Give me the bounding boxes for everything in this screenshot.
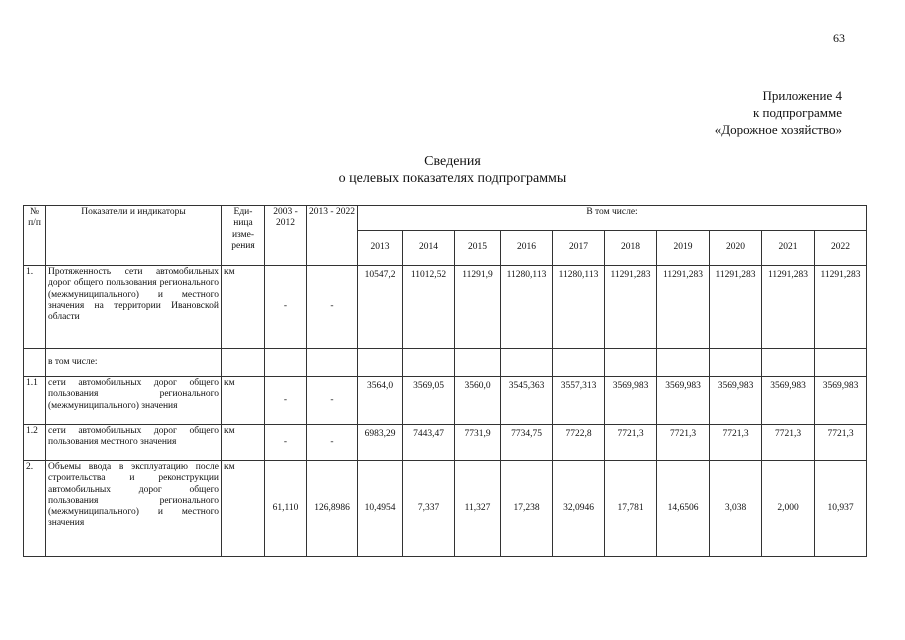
header-year: 2020 [710,231,762,266]
year-value: 2,000 [762,461,815,557]
year-value: 11291,9 [455,266,501,349]
year-value [657,349,710,377]
year-value: 3569,983 [605,377,657,425]
row-number [24,349,46,377]
year-value [358,349,403,377]
year-value: 7722,8 [553,425,605,461]
year-value: 3569,983 [815,377,867,425]
year-value: 3569,983 [657,377,710,425]
year-value [501,349,553,377]
indicators-table [23,205,867,557]
period-2003-2012-value: - [265,377,307,425]
unit-cell: км [222,377,265,425]
table-row [24,461,867,557]
year-value: 3560,0 [455,377,501,425]
year-value: 6983,29 [358,425,403,461]
year-value [815,349,867,377]
year-value [403,349,455,377]
year-value [553,349,605,377]
indicator-name: в том числе: [46,349,222,377]
unit-cell [222,349,265,377]
header-year: 2014 [403,231,455,266]
indicator-name: Протяженность сети автомобильных дорог общего пользования регионального (межмуниципального) и местного значения на территории Ивановской области [46,266,222,349]
header-year: 2013 [358,231,403,266]
annex-line-1: Приложение 4 [762,88,842,103]
year-value: 3545,363 [501,377,553,425]
table-row [24,266,867,349]
year-value: 32,0946 [553,461,605,557]
header-period-2013-2022: 2013 - 2022 [307,206,358,266]
year-value: 10,937 [815,461,867,557]
period-2013-2022-value: - [307,266,358,349]
table-row [24,349,867,377]
year-value: 3569,983 [762,377,815,425]
header-unit: Еди-ница изме-рения [222,206,265,266]
annex-line-3: «Дорожное хозяйство» [714,122,842,137]
year-value [455,349,501,377]
header-period-2003-2012: 2003 - 2012 [265,206,307,266]
period-2013-2022-value [307,349,358,377]
year-value: 11291,283 [762,266,815,349]
header-year: 2016 [501,231,553,266]
header-year: 2018 [605,231,657,266]
year-value: 3569,983 [710,377,762,425]
indicators-table-wrapper [23,205,867,557]
document-title [0,153,905,187]
annex-line-2: к подпрограмме [752,105,842,120]
unit-cell: км [222,266,265,349]
year-value: 10,4954 [358,461,403,557]
year-value: 11291,283 [605,266,657,349]
year-value: 17,781 [605,461,657,557]
year-value: 7,337 [403,461,455,557]
year-value [605,349,657,377]
year-value: 11280,113 [501,266,553,349]
period-2003-2012-value: - [265,266,307,349]
year-value: 14,6506 [657,461,710,557]
unit-cell: км [222,425,265,461]
year-value: 11291,283 [710,266,762,349]
row-number: 1. [24,266,46,349]
year-value: 3569,05 [403,377,455,425]
period-2003-2012-value [265,349,307,377]
title-line-1: Сведения [424,154,481,169]
year-value: 7721,3 [605,425,657,461]
header-year: 2017 [553,231,605,266]
header-indicators: Показатели и индикаторы [46,206,222,266]
year-value: 11012,52 [403,266,455,349]
year-value: 11280,113 [553,266,605,349]
year-value: 3557,313 [553,377,605,425]
year-value: 7721,3 [657,425,710,461]
page-number: 63 [833,31,845,45]
period-2013-2022-value: - [307,425,358,461]
title-line-2: о целевых показателях подпрограммы [338,171,567,186]
indicator-name: сети автомобильных дорог общего пользования регионального (межмуниципального) значения [46,377,222,425]
table-row [24,377,867,425]
header-year: 2021 [762,231,815,266]
annex-note [715,87,842,138]
period-2013-2022-value: 126,8986 [307,461,358,557]
header-including: В том числе: [358,206,867,231]
period-2003-2012-value: - [265,425,307,461]
year-value: 10547,2 [358,266,403,349]
header-year: 2022 [815,231,867,266]
row-number: 1.2 [24,425,46,461]
header-nr: № п/п [24,206,46,266]
row-number: 1.1 [24,377,46,425]
year-value: 17,238 [501,461,553,557]
year-value: 11291,283 [657,266,710,349]
indicator-name: сети автомобильных дорог общего пользования местного значения [46,425,222,461]
period-2003-2012-value: 61,110 [265,461,307,557]
row-number: 2. [24,461,46,557]
header-year: 2015 [455,231,501,266]
indicator-name: Объемы ввода в эксплуатацию после строительства и реконструкции автомобильных дорог общего пользования регионального (межмуниципального) и местного значения [46,461,222,557]
year-value: 7721,3 [762,425,815,461]
year-value: 11,327 [455,461,501,557]
year-value [710,349,762,377]
year-value: 3564,0 [358,377,403,425]
table-row [24,425,867,461]
year-value: 7721,3 [710,425,762,461]
year-value [762,349,815,377]
year-value: 7734,75 [501,425,553,461]
period-2013-2022-value: - [307,377,358,425]
unit-cell: км [222,461,265,557]
year-value: 7443,47 [403,425,455,461]
header-year: 2019 [657,231,710,266]
year-value: 7731,9 [455,425,501,461]
year-value: 11291,283 [815,266,867,349]
year-value: 3,038 [710,461,762,557]
year-value: 7721,3 [815,425,867,461]
